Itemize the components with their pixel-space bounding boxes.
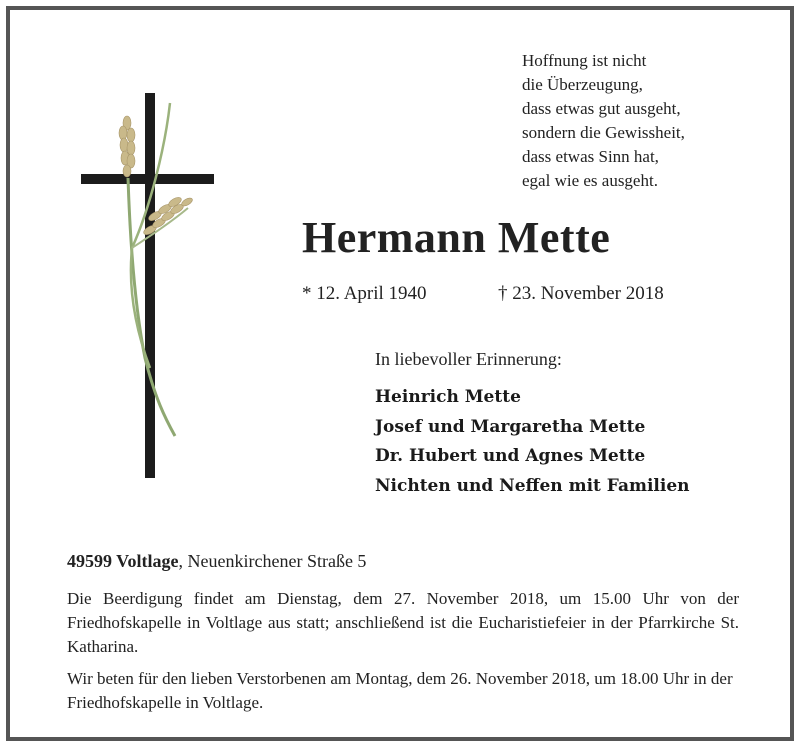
quote-line: die Überzeugung, (522, 75, 643, 94)
quote-line: dass etwas Sinn hat, (522, 147, 659, 166)
mourner: Dr. Hubert und Agnes Mette (375, 446, 646, 466)
mourner: Heinrich Mette (375, 387, 521, 407)
quote-line: dass etwas gut ausgeht, (522, 99, 681, 118)
address-city: 49599 Voltlage (67, 551, 179, 571)
memory-label: In liebevoller Erinnerung: (375, 349, 562, 369)
quote-block (522, 49, 685, 193)
mourner: Josef und Margaretha Mette (375, 416, 646, 437)
address-street: , Neuenkirchener Straße 5 (178, 551, 367, 571)
cross-with-wheat-icon (70, 88, 220, 483)
address-line (67, 551, 366, 572)
quote-line: sondern die Gewissheit, (522, 123, 685, 142)
death-date: † 23. November 2018 (498, 283, 664, 304)
deceased-name: Hermann Mette (302, 213, 611, 262)
mourner: Nichten und Neffen mit Familien (375, 475, 690, 496)
mourners-list (375, 383, 690, 501)
quote-line: Hoffnung ist nicht (522, 51, 647, 70)
prayer-info-paragraph: Wir beten für den lieben Verstorbenen am Montag, dem 26. November 2018, um 18.00 Uhr in der Friedhofskapelle in Voltlage. (67, 669, 733, 712)
funeral-info-paragraph: Die Beerdigung findet am Dienstag, dem 27. November 2018, um 15.00 Uhr von der Friedhofskapelle in Voltlage aus statt; anschließend ist die Eucharistiefeier in der Pfarrkirche St. Katharina. (67, 589, 739, 656)
birth-date: * 12. April 1940 (302, 283, 427, 304)
quote-line: egal wie es ausgeht. (522, 171, 658, 190)
